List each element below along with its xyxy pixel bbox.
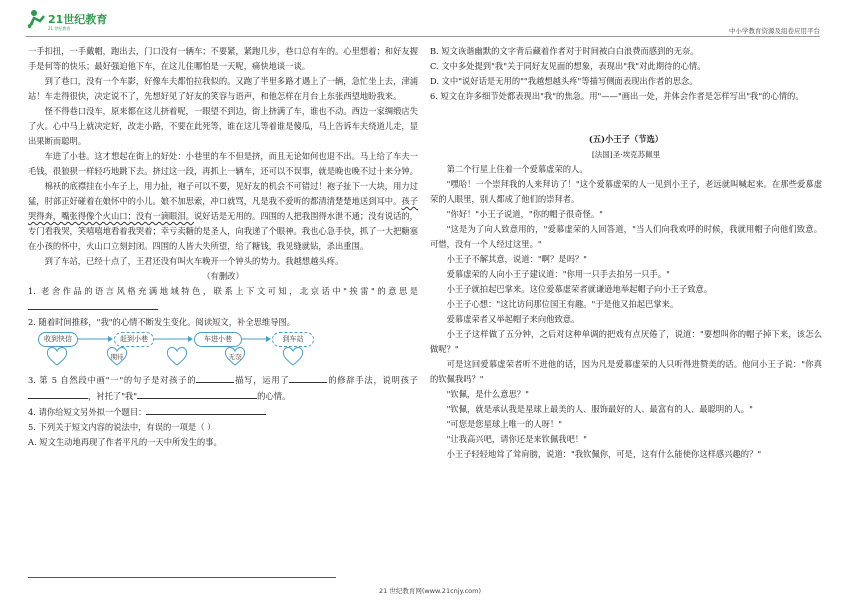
section-title: (五)小王子（节选） xyxy=(588,134,664,144)
logo-runner-icon xyxy=(26,8,122,32)
heart-icon xyxy=(46,346,68,366)
heart-label: 无奈 xyxy=(228,353,242,361)
paragraph: "嘿哈！一个崇拜我的人来拜访了！"这个爱慕虚荣的人一见到小王子，老远就叫喊起来。在那些爱慕虚荣的人眼里，别人都成了他们的崇拜者。 xyxy=(430,179,822,204)
paragraph: 怪不得巷口没车，原来都在这儿挤着呢，一眼望不到边，街上挤满了车，谁也不动。西边一家绸缎店失了火。心中马上就决定好，改走小路，不要在此死等，谁在这儿等着谁是傻瓜，马上告诉车夫绕道儿走，显出果断而聪明。 xyxy=(28,106,418,146)
page-footer: 21 世纪教育网(www.21cnjy.com) xyxy=(379,587,481,595)
answer-blank[interactable] xyxy=(146,404,266,415)
logo-text: 21世纪教育 xyxy=(48,13,108,26)
paragraph: "这是为了向人致意用的，"爱慕虚荣的人回答道，"当人们向我欢呼的时候，我就用帽子向他们致意。可惜，没有一个人经过这里。" xyxy=(430,224,822,249)
page-header xyxy=(0,0,860,36)
heart-label: 期待 xyxy=(110,353,124,361)
paragraph: 第二个行星上住着一个爱慕虚荣的人。 xyxy=(446,164,588,174)
text-span: 棉袄的底襟挂在小车子上，用力扯，袍子可以不要，见好友的机会不可错过！袍子扯下一大块，用力过猛，肘部正好碰着在娘怀中的小儿。娘不加思索，冲口就骂，凡是我不爱听的都清清楚楚地送到耳中。 xyxy=(28,181,418,206)
section-author: [法国]圣·埃克苏佩里 xyxy=(591,150,661,159)
question-text: 描写，运用了 xyxy=(234,375,290,385)
question-text: 4. 请你给短文另外拟一个题目： xyxy=(28,407,147,417)
paragraph: 车进了小巷。这才想起在街上的好处：小巷里的车不但是挤，而且无论如何也退不出。马上给了车夫一毛钱，很狼狈一样轻巧地跳下去。挤过这一段，再抓上一辆车，还可以不误事，就是晚也晚不过十来分钟。 xyxy=(28,151,418,176)
paragraph xyxy=(28,179,418,254)
paragraph: 一手扣扭，一手戴帽，跑出去，门口没有一辆车；不要紧，紧跑几步，巷口总有车的。心里想着；和好友握手是何等的快乐；最好强迫他下车，在这儿住哪怕是一天呢，痛快地谈一谈。 xyxy=(28,46,418,71)
question-text: 1. 老舍作品的语言风格充满地域特色，联系上下文可知，北京话中"挨雷"的意思是 xyxy=(28,286,418,296)
option-c[interactable]: C. 文中多处提到"我"关于同好友见面的想象，表现出"我"对此期待的心情。 xyxy=(430,61,706,71)
question-6: 6. 短文在许多细节处都表现出"我"的焦急。用"——"画出一处，并体会作者是怎样写出"我"的心情的。 xyxy=(430,91,804,101)
answer-blank[interactable] xyxy=(137,388,257,399)
paragraph: 到了车站，已经十点了，王君还没有叫火车晚开一个钟头的势力。我越想越头疼。 xyxy=(44,256,344,266)
paragraph: 小王子就拍起巴掌来。这位爱慕虚荣者就谦逊地举起帽子向小王子致意。 xyxy=(446,284,713,294)
paragraph: 可是这回爱慕虚荣者听不进他的话，因为凡是爱慕虚荣的人只听得进赞美的话。他问小王子说："你真的钦佩我吗？" xyxy=(430,359,822,384)
paragraph: "你好！"小王子说道，"你的帽子很奇怪。" xyxy=(446,209,603,219)
diagram-heart xyxy=(224,346,246,366)
question-3 xyxy=(28,372,418,404)
diagram-node: 赶到小巷 xyxy=(114,332,154,347)
option-a[interactable]: A. 短文生动地再现了作者平凡的一天中所发生的事。 xyxy=(28,437,222,447)
paragraph: 小王子轻轻地耸了耸肩膀，说道："我钦佩你，可是，这有什么能使你这样感兴趣的？" xyxy=(446,449,762,459)
logo-subtext: 21 世纪教育 xyxy=(48,26,71,31)
paragraph: 小王子不解其意，说道："啊？是吗？" xyxy=(446,254,587,264)
diagram-node: 车进小巷 xyxy=(194,332,242,347)
answer-blank[interactable] xyxy=(28,388,88,399)
option-d[interactable]: D. 文中"说好话是无用的""我越想越头疼"等描写侧面表现出作者的思念。 xyxy=(430,76,698,86)
paragraph: 小王子这样做了五分钟，之后对这种单调的把戏有点厌倦了，说道："要想叫你的帽子掉下来，该怎么做呢？" xyxy=(430,329,822,354)
header-site-name: 中小学教育资源及组卷应用平台 xyxy=(729,27,820,35)
paragraph: "可您是您星球上唯一的人呀！" xyxy=(446,419,563,429)
question-text: 的心情。 xyxy=(257,391,291,401)
underlined-sentence: 孩子哭得奔，嘴张得像个火山口；没有一滴眼泪。 xyxy=(28,196,418,221)
option-b[interactable]: B. 短文诙谐幽默的文字背后藏着作者对于时间被白白浪费而感到的无奈。 xyxy=(430,46,699,56)
paragraph: 到了巷口，没有一个车影，好像车夫都怕拉我似的。又跑了半里多路才遇上了一辆，急忙坐上去，津浦站！车走得很快，决定说不了，先想好见了好友的笑容与语声，和他怎样在月台上东张西望地盼我来。 xyxy=(28,76,418,101)
footer-divider xyxy=(28,577,336,578)
paragraph: 小王子心想："这比访问那位国王有趣。"于是他又拍起巴掌来。 xyxy=(446,299,679,309)
question-text: 的修辞手法，说明孩子 xyxy=(327,375,418,385)
heart-icon xyxy=(282,346,304,366)
diagram-node: 收到快信 xyxy=(38,332,78,347)
heart-icon xyxy=(166,346,188,366)
diagram-heart[interactable] xyxy=(46,346,68,366)
paragraph: "让我高兴吧，请你还是来钦佩我吧！" xyxy=(446,434,587,444)
answer-blank[interactable] xyxy=(289,372,327,383)
paragraph: "钦佩，是什么意思？" xyxy=(446,389,529,399)
source-note: （有删改） xyxy=(202,271,244,281)
question-2: 2. 随着时间推移，"我"的心情不断发生变化。阅读短文，补全思维导图。 xyxy=(28,317,296,327)
diagram-heart xyxy=(106,346,128,366)
question-1 xyxy=(28,284,418,315)
answer-blank[interactable] xyxy=(28,299,158,310)
mind-map-diagram xyxy=(28,332,418,368)
site-logo xyxy=(26,8,122,32)
diagram-heart[interactable] xyxy=(282,346,304,366)
paragraph: "钦佩，就是承认我是星球上最美的人、服饰最好的人、最富有的人、最聪明的人。" xyxy=(446,404,753,414)
paragraph: 爱慕虚荣的人向小王子建议道："你用一只手去拍另一只手。" xyxy=(446,269,670,279)
question-text: ，衬托了"我" xyxy=(88,391,138,401)
answer-blank[interactable] xyxy=(196,372,234,383)
diagram-heart[interactable] xyxy=(166,346,188,366)
diagram-node: 到车站 xyxy=(272,332,314,347)
left-column xyxy=(28,44,418,450)
right-column xyxy=(430,44,822,462)
question-4 xyxy=(28,404,418,420)
paragraph: 爱慕虚荣者又举起帽子来向他致意。 xyxy=(446,314,580,324)
header-divider xyxy=(26,36,820,37)
question-5: 5. 下列关于短文内容的说法中，有误的一项是（ ） xyxy=(28,422,216,432)
question-text: 3. 第 5 自然段中画"一"的句子是对孩子的 xyxy=(28,375,197,385)
text-span: 说好话是无用的。四围的人把我围得水泄不通；没有说话的，专门看我哭，笑嘻嘻地看着我哭着；幸亏卖糖的是圣人，向我递了个眼神。我也心急手快，抓了一大把糖塞在小孩的怀中，火山口立刻封闭。四围的人皆大失所望，给了糖钱，我见缝就钻，杀出重围。 xyxy=(28,211,418,251)
